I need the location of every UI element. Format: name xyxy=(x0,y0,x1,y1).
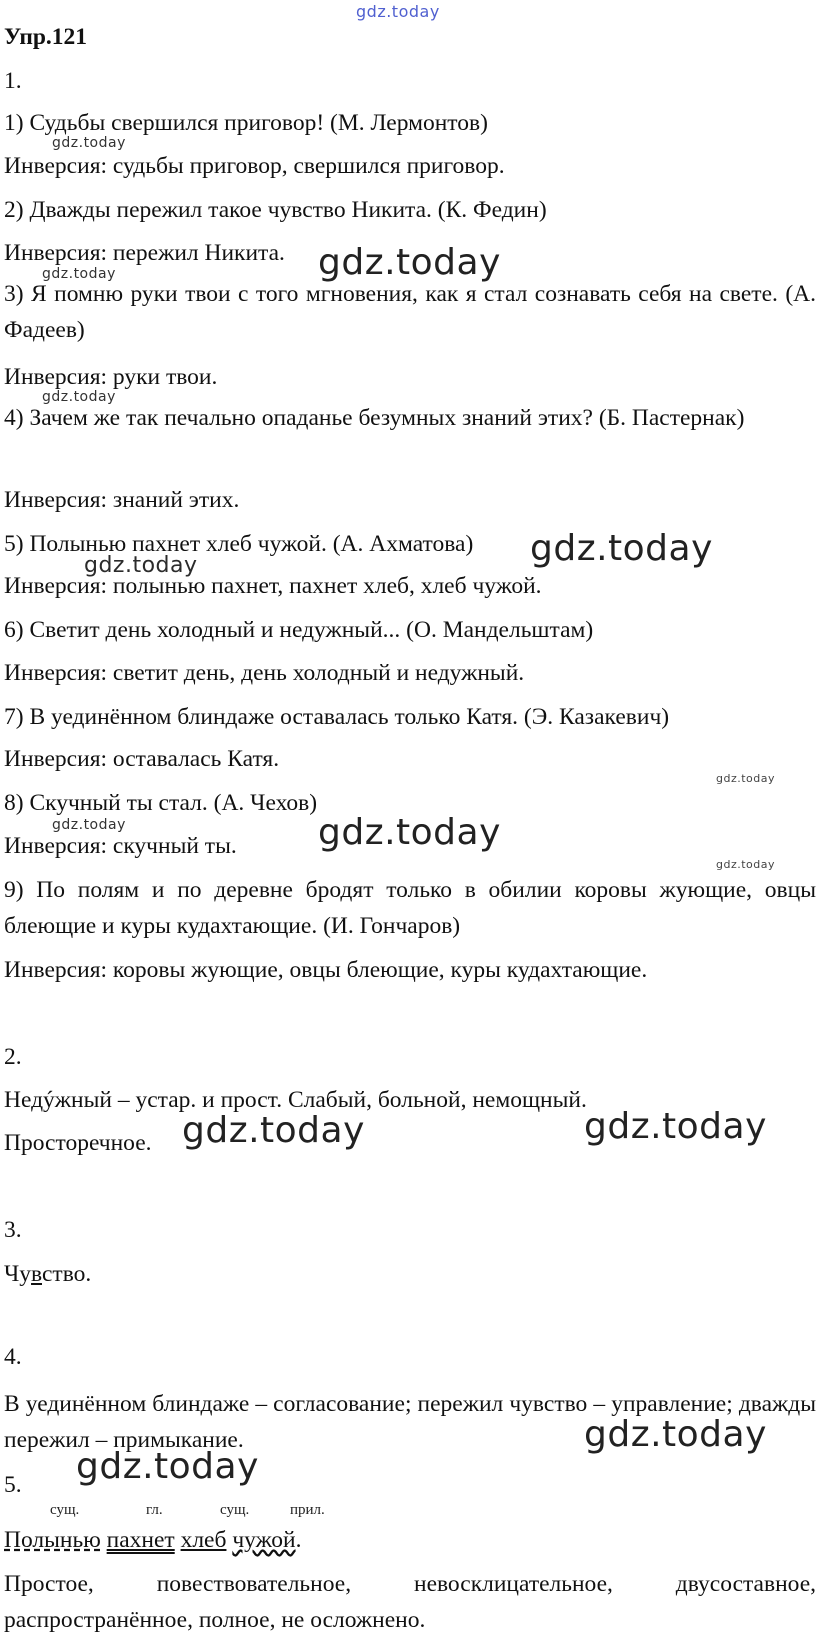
sentence-5: 5) Полынью пахнет хлеб чужой. (А. Ахматова) xyxy=(4,531,474,557)
parsed-sentence xyxy=(4,1525,301,1555)
sentence-9: 9) По полям и по деревне бродят только в обилии коровы жующие, овцы блеющие и куры кудахтающие. (И. Гончаров) xyxy=(4,877,816,939)
watermark-tiny: gdz.today xyxy=(716,858,776,871)
sentence-3: 3) Я помню руки твои с того мгновения, как я стал сознавать себя на свете. (А. Фадеев) xyxy=(4,281,816,343)
watermark-big: gdz.today xyxy=(318,812,501,853)
sentence-4: 4) Зачем же так печально опаданье безумных знаний этих? (Б. Пастернак) xyxy=(4,405,745,431)
inversion-3: Инверсия: руки твои. xyxy=(4,364,218,390)
section-2-note: Просторечное. xyxy=(4,1130,152,1156)
watermark-medium: gdz.today xyxy=(84,553,198,578)
section-4-text: В уединённом блиндаже – согласование; пережил чувство – управление; дважды пережил – примыкание. xyxy=(4,1391,816,1453)
period: . xyxy=(295,1527,302,1553)
watermark-big: gdz.today xyxy=(76,1446,259,1487)
sentence-1: 1) Судьбы свершился приговор! (М. Лермонтов) xyxy=(4,110,488,136)
inversion-4: Инверсия: знаний этих. xyxy=(4,487,240,513)
inversion-8: Инверсия: скучный ты. xyxy=(4,833,237,859)
sentence-8: 8) Скучный ты стал. (А. Чехов) xyxy=(4,790,318,816)
section-3-number: 3. xyxy=(4,1217,22,1243)
exercise-title: Упр.121 xyxy=(4,24,88,50)
inversion-7: Инверсия: оставалась Катя. xyxy=(4,746,280,772)
pos-label: прил. xyxy=(290,1502,325,1518)
watermark-big: gdz.today xyxy=(318,242,501,283)
pos-label: сущ. xyxy=(50,1502,80,1518)
watermark-small: gdz.today xyxy=(52,817,126,833)
section-2-definition: Недýжный – устар. и прост. Слабый, больной, немощный. xyxy=(4,1087,587,1113)
section-1-number: 1. xyxy=(4,68,22,94)
sentence-7: 7) В уединённом блиндаже оставалась только Катя. (Э. Казакевич) xyxy=(4,704,670,730)
inversion-9: Инверсия: коровы жующие, овцы блеющие, куры кудахтающие. xyxy=(4,957,648,983)
inversion-5: Инверсия: полынью пахнет, пахнет хлеб, хлеб чужой. xyxy=(4,573,542,599)
inversion-6: Инверсия: светит день, день холодный и недужный. xyxy=(4,660,525,686)
section-2-number: 2. xyxy=(4,1044,22,1070)
word-part: Чу xyxy=(4,1261,32,1287)
section-5-analysis: Простое, повествовательное, невосклицательное, двусоставное, распространённое, полное, не осложнено. xyxy=(4,1571,816,1633)
sentence-6: 6) Светит день холодный и недужный... (О. Мандельштам) xyxy=(4,617,594,643)
watermark-tiny: gdz.today xyxy=(716,772,776,785)
watermark-small: gdz.today xyxy=(52,135,126,151)
underlined-letter: в xyxy=(31,1261,42,1287)
section-3-word xyxy=(4,1259,91,1289)
word-khleb: хлеб xyxy=(180,1527,227,1553)
sentence-2: 2) Дважды пережил такое чувство Никита. (К. Федин) xyxy=(4,197,547,223)
watermark-small: gdz.today xyxy=(42,266,116,282)
pos-label: сущ. xyxy=(220,1502,250,1518)
word-polynyu: Полынью xyxy=(4,1527,101,1553)
inversion-1: Инверсия: судьбы приговор, свершился приговор. xyxy=(4,153,505,179)
section-5-number: 5. xyxy=(4,1472,22,1498)
inversion-2: Инверсия: пережил Никита. xyxy=(4,240,285,266)
watermark-big: gdz.today xyxy=(530,528,713,569)
watermark-top: gdz.today xyxy=(356,2,440,21)
pos-label: гл. xyxy=(146,1502,163,1518)
watermark-big: gdz.today xyxy=(182,1110,365,1151)
section-4-number: 4. xyxy=(4,1344,22,1370)
word-pakhnet: пахнет xyxy=(106,1527,175,1553)
watermark-big: gdz.today xyxy=(584,1414,767,1455)
watermark-small: gdz.today xyxy=(42,389,116,405)
watermark-big: gdz.today xyxy=(584,1106,767,1147)
word-part: ство. xyxy=(42,1261,92,1287)
word-chuzhoy: чужой xyxy=(232,1527,296,1553)
